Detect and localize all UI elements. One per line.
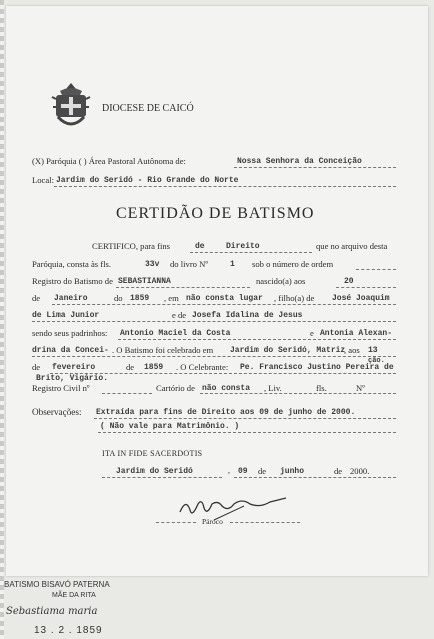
em-text: , em [164, 293, 179, 303]
registro-civil-line [102, 393, 152, 394]
de-word: de [195, 242, 205, 251]
priest-signature-icon [174, 490, 294, 530]
label-line4: 13 . 2 . 1859 [34, 625, 103, 636]
sign-year: 2000. [350, 466, 370, 476]
padrinhos-text: sendo seus padrinhos: [32, 328, 108, 338]
liv-text: , Liv. [264, 383, 282, 393]
godmother-b: drina da Concei- [32, 346, 109, 355]
godfather-value: Antonio Maciel da Costa [120, 329, 231, 338]
certifico-text: CERTIFICO, para fins [92, 241, 171, 251]
bap-month: fevereiro [52, 363, 96, 372]
de3-text: de [126, 362, 135, 372]
cao-text: ção. [368, 357, 385, 365]
godmother-a: Antonia Alexan- [320, 329, 393, 338]
do-text: do [114, 293, 123, 303]
e2-text: e [310, 328, 314, 338]
perforated-edge [0, 0, 4, 639]
ordem-line [356, 269, 396, 270]
label-line2: MÃE DA RITA [52, 592, 96, 599]
ordem-text: sob o número de ordem [252, 259, 334, 269]
celebrante-text: . O Celebrante: [176, 362, 229, 372]
birth-day: 20 [344, 277, 354, 286]
nascido-text: nascido(a) aos [256, 276, 306, 286]
cartorio-line [200, 393, 396, 394]
cartorio-text: Cartório de [156, 383, 195, 393]
handwritten-label [0, 575, 140, 639]
de1-text: de [32, 293, 41, 303]
livro-value: 1 [230, 260, 235, 269]
celebrant-b: Brito, Vigário. [36, 374, 109, 383]
purpose-line [190, 252, 312, 253]
fls-label: fls. [316, 383, 327, 393]
birth-place: não consta lugar [186, 294, 263, 303]
sign-place: Jardim do Seridó [116, 467, 193, 476]
father-value-a: José Joaquim [332, 294, 390, 303]
name-line [116, 287, 250, 288]
obs-line2: ( Não vale para Matrimônio. ) [100, 422, 240, 431]
purpose-value: Direito [226, 242, 260, 251]
sign-date-line [234, 477, 396, 478]
birth-day-line [336, 287, 396, 288]
registro-civil-text: Registro Civil nº [32, 383, 90, 393]
certificate-sheet [6, 6, 428, 576]
parish-line [234, 167, 396, 168]
bap-day: 13 [368, 346, 378, 355]
celebrant-a: Pe. Francisco Justino Pereira de [240, 363, 394, 372]
paroco-line-left [156, 522, 196, 523]
local-value: Jardim do Seridó - Rio Grande do Norte [56, 176, 239, 185]
filho-text: , filho(a) de [274, 293, 315, 303]
bap-year: 1859 [144, 363, 164, 372]
arquivo-text: que no arquivo desta [316, 241, 388, 251]
birth-line [52, 304, 396, 305]
birth-year: 1859 [130, 294, 150, 303]
paroquia-fls-text: Paróquia, consta às fls. [32, 259, 111, 269]
label-line3: Sebastiama maria [6, 606, 98, 617]
baptism-line [32, 356, 396, 357]
godparents-line [118, 339, 396, 340]
diocese-title: DIOCESE DE CAICÓ [102, 103, 194, 114]
label-line1: BATISMO BISAVÓ PATERNA [4, 580, 110, 589]
father-value-b: de Lima Junior [32, 311, 100, 320]
sign-comma: , [228, 466, 230, 475]
aos-text: , aos [344, 345, 360, 355]
parents-line [32, 321, 396, 322]
parish-value: Nossa Senhora da Conceição [237, 157, 362, 166]
obs-line1-rule [94, 418, 396, 419]
de5-text: de [334, 466, 343, 476]
paroco-line-right [230, 522, 300, 523]
name-value: SEBASTIANNA [118, 277, 171, 286]
cartorio-value: não consta [202, 384, 251, 393]
e-de-text: e de [172, 310, 187, 320]
obs-line2-rule [98, 432, 396, 433]
birth-month: Janeiro [54, 294, 88, 303]
parish-label: (X) Paróquia ( ) Área Pastoral Autônoma de: [32, 156, 186, 166]
n-label: Nº [356, 383, 365, 393]
local-label: Local: [32, 175, 54, 185]
celebrado-text: . O Batismo foi celebrado em [112, 345, 214, 355]
local-line [54, 186, 396, 187]
obs-label: Observações: [32, 407, 82, 417]
diocese-coat-of-arms-icon [50, 81, 92, 131]
de2-text: de [32, 362, 41, 372]
sign-day: 09 [238, 467, 248, 476]
obs-line1: Extraída para fins de Direito aos 09 de junho de 2000. [96, 408, 356, 417]
certificate-title: CERTIDÃO DE BATISMO [116, 205, 315, 222]
registro-text: Registro do Batismo de [32, 276, 113, 286]
sign-month: junho [280, 467, 305, 476]
latin-phrase: ITA IN FIDE SACERDOTIS [102, 449, 203, 458]
livro-text: do livro Nº [170, 259, 208, 269]
fls-value: 33v [145, 260, 160, 269]
de4-text: de [258, 466, 267, 476]
sign-place-line [102, 477, 222, 478]
paroco-label: Pároco [202, 517, 223, 526]
mother-value: Josefa Idalina de Jesus [192, 311, 303, 320]
church-value: Jardim do Seridó, Matriz [230, 346, 346, 355]
